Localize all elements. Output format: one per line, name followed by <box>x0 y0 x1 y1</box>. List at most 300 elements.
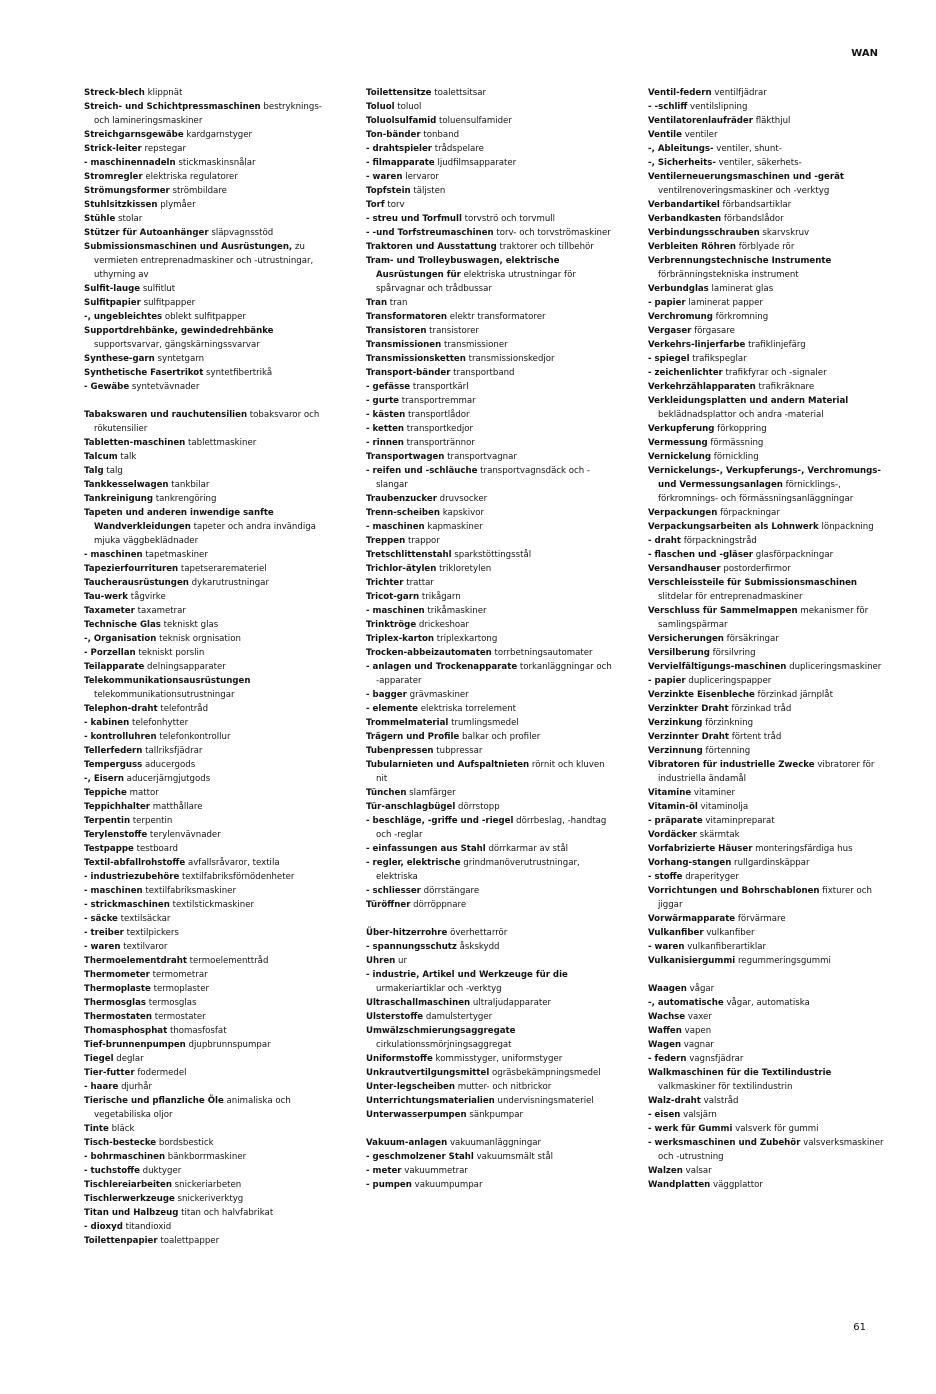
index-entry <box>366 128 614 142</box>
entry-swedish-translation: dörrstängare <box>420 886 480 896</box>
entry-german-term: Tischlereiarbeiten <box>84 1180 172 1190</box>
entry-german-term: - streu und Torfmull <box>366 214 462 224</box>
entry-german-term: Trägern und Profile <box>366 732 460 742</box>
entry-swedish-translation: skarvskruv <box>759 228 810 238</box>
entry-german-term: Vermessung <box>648 438 708 448</box>
entry-swedish-translation: monteringsfärdiga hus <box>752 844 853 854</box>
index-entry <box>366 898 614 912</box>
entry-german-term: Versandhauser <box>648 564 721 574</box>
entry-german-term: Ventil-federn <box>648 88 712 98</box>
entry-swedish-translation: fläkthjul <box>752 116 791 126</box>
entry-swedish-translation: mutter- och nitbrickor <box>454 1082 552 1092</box>
index-entry <box>84 464 324 478</box>
entry-german-term: - elemente <box>366 704 418 714</box>
index-entry <box>84 282 324 296</box>
entry-swedish-translation: torrbetningsautomater <box>491 648 593 658</box>
index-column-2 <box>366 86 614 1192</box>
index-entry <box>84 1010 324 1024</box>
entry-german-term: Tabakswaren und rauchutensilien <box>84 410 248 420</box>
entry-swedish-translation: förmässning <box>707 438 764 448</box>
entry-swedish-translation: rullgardinskäppar <box>731 858 810 868</box>
entry-swedish-translation: vågar, automatiska <box>723 998 810 1008</box>
entry-german-term: Tier-futter <box>84 1068 135 1078</box>
entry-german-term: Ventile <box>648 130 682 140</box>
index-entry <box>648 1108 888 1122</box>
entry-swedish-translation: sparkstöttingsstål <box>451 550 532 560</box>
entry-swedish-translation: textilstickmaskiner <box>169 900 255 910</box>
entry-swedish-translation: aducerjärngjutgods <box>123 774 211 784</box>
entry-swedish-translation: urmakeriartiklar och -verktyg <box>376 984 502 994</box>
index-entry <box>84 562 324 576</box>
entry-swedish-translation: teknisk orgnisation <box>156 634 241 644</box>
entry-swedish-translation: mattor <box>126 788 159 798</box>
entry-german-term: Textil-abfallrohstoffe <box>84 858 186 868</box>
entry-german-term: Synthetische Fasertrikot <box>84 368 204 378</box>
entry-swedish-translation: beklädnadsplattor och andra -material <box>658 410 824 420</box>
entry-swedish-translation: överhettarrör <box>447 928 508 938</box>
entry-swedish-translation: tankrengöring <box>153 494 217 504</box>
index-entry <box>84 576 324 590</box>
entry-swedish-translation: dörröppnare <box>410 900 467 910</box>
entry-german-term: Waffen <box>648 1026 682 1036</box>
entry-swedish-translation: vulkanfiberartiklar <box>684 942 767 952</box>
index-entry <box>648 422 888 436</box>
entry-swedish-translation: transportlådor <box>405 410 470 420</box>
entry-swedish-translation: tapeter och andra invändiga mjuka väggbeklädnader <box>94 522 316 546</box>
entry-swedish-translation: transportremmar <box>399 396 476 406</box>
entry-german-term: Vorwärmapparate <box>648 914 736 924</box>
entry-german-term: - papier <box>648 298 686 308</box>
index-entry <box>366 856 614 884</box>
section-gap <box>366 1122 614 1136</box>
index-entry <box>366 1150 614 1164</box>
entry-german-term: Walzen <box>648 1166 683 1176</box>
entry-swedish-translation: fodermedel <box>134 1068 187 1078</box>
entry-german-term: Thermometer <box>84 970 150 980</box>
entry-swedish-translation: ventilslipning <box>687 102 748 112</box>
entry-german-term: Verzinnter Draht <box>648 732 729 742</box>
entry-swedish-translation: skärmtak <box>696 830 740 840</box>
entry-german-term: Treppen <box>366 536 406 546</box>
entry-swedish-translation: vulkanfiber <box>703 928 755 938</box>
entry-german-term: - werksmaschinen und Zubehör <box>648 1138 801 1148</box>
index-entry <box>84 450 324 464</box>
index-entry <box>366 408 614 422</box>
entry-swedish-translation: oblekt sulfitpapper <box>162 312 246 322</box>
index-entry <box>648 884 888 912</box>
index-entry <box>84 1094 324 1122</box>
index-entry <box>84 1066 324 1080</box>
entry-swedish-translation: vibratorer för industriella ändamål <box>658 760 875 784</box>
entry-swedish-translation: släpvagnsstöd <box>208 228 274 238</box>
index-entry <box>366 562 614 576</box>
entry-swedish-translation: ventiler, shunt- <box>713 144 782 154</box>
entry-german-term: Topfstein <box>366 186 411 196</box>
index-entry <box>648 1066 888 1094</box>
entry-swedish-translation: trikloretylen <box>436 564 492 574</box>
entry-german-term: - kabinen <box>84 718 130 728</box>
entry-german-term: Trommelmaterial <box>366 718 449 728</box>
index-entry <box>648 450 888 464</box>
entry-swedish-translation: glasförpackningar <box>753 550 834 560</box>
index-entry <box>366 450 614 464</box>
index-entry <box>84 1206 324 1220</box>
entry-swedish-translation: transmissioner <box>441 340 508 350</box>
entry-german-term: Stuhlsitzkissen <box>84 200 158 210</box>
entry-german-term: - drahtspieler <box>366 144 433 154</box>
index-entry <box>648 1136 888 1164</box>
entry-swedish-translation: förkromning <box>712 312 769 322</box>
index-entry <box>648 352 888 366</box>
entry-swedish-translation: dörrstopp <box>455 802 500 812</box>
page-header: WAN <box>851 48 878 59</box>
entry-german-term: - treiber <box>84 928 124 938</box>
index-entry <box>648 632 888 646</box>
index-entry <box>366 660 614 688</box>
entry-swedish-translation: vapen <box>681 1026 712 1036</box>
entry-german-term: Versilberung <box>648 648 710 658</box>
index-entry <box>648 520 888 534</box>
entry-swedish-translation: slamfärger <box>406 788 456 798</box>
entry-swedish-translation: postorderfirmor <box>720 564 791 574</box>
entry-german-term: Unterrichtungsmaterialien <box>366 1096 495 1106</box>
entry-swedish-translation: transmissionskedjor <box>465 354 555 364</box>
entry-german-term: Tau-werk <box>84 592 128 602</box>
entry-german-term: Vernickelung <box>648 452 712 462</box>
entry-german-term: Tankreinigung <box>84 494 154 504</box>
index-entry <box>84 310 324 324</box>
entry-german-term: - strickmaschinen <box>84 900 170 910</box>
entry-german-term: - anlagen und Trockenapparate <box>366 662 518 672</box>
entry-german-term: - maschinennadeln <box>84 158 176 168</box>
entry-german-term: Technische Glas <box>84 620 161 630</box>
entry-swedish-translation: tankbilar <box>168 480 210 490</box>
entry-swedish-translation: transportband <box>450 368 515 378</box>
entry-swedish-translation: väggplattor <box>710 1180 763 1190</box>
entry-swedish-translation: bänkborrmaskiner <box>165 1152 247 1162</box>
index-entry <box>648 324 888 338</box>
entry-swedish-translation: trikåmaskiner <box>424 606 487 616</box>
entry-german-term: Tiegel <box>84 1054 114 1064</box>
entry-swedish-translation: triplexkartong <box>434 634 498 644</box>
entry-german-term: Thermoplaste <box>84 984 151 994</box>
index-entry <box>648 1024 888 1038</box>
index-entry <box>648 912 888 926</box>
entry-swedish-translation: taxametrar <box>134 606 186 616</box>
index-entry <box>366 632 614 646</box>
index-entry <box>366 184 614 198</box>
index-entry <box>84 226 324 240</box>
entry-swedish-translation: telefonkontrollur <box>156 732 231 742</box>
entry-swedish-translation: valkmaskiner för textilindustrin <box>658 1082 793 1092</box>
entry-swedish-translation: kapmaskiner <box>424 522 483 532</box>
entry-german-term: Synthese-garn <box>84 354 155 364</box>
entry-german-term: Verzinkte Eisenbleche <box>648 690 755 700</box>
entry-swedish-translation: tubpressar <box>433 746 483 756</box>
entry-swedish-translation: mekanismer för samlingspärmar <box>658 606 869 630</box>
index-entry <box>648 856 888 870</box>
index-entry <box>366 730 614 744</box>
index-entry <box>366 352 614 366</box>
entry-swedish-translation: trafikräknare <box>755 382 815 392</box>
index-entry <box>84 100 324 128</box>
entry-swedish-translation: förtent tråd <box>729 732 782 742</box>
entry-german-term: Vordäcker <box>648 830 697 840</box>
entry-german-term: - filmapparate <box>366 158 435 168</box>
entry-swedish-translation: sulfitlut <box>140 284 176 294</box>
index-entry <box>84 436 324 450</box>
index-entry <box>84 296 324 310</box>
index-entry <box>648 604 888 632</box>
entry-german-term: Vitamine <box>648 788 692 798</box>
index-entry <box>648 394 888 422</box>
entry-german-term: - rinnen <box>366 438 404 448</box>
index-entry <box>648 86 888 100</box>
entry-german-term: Thomasphosphat <box>84 1026 168 1036</box>
entry-german-term: Tran <box>366 298 388 308</box>
index-entry <box>84 618 324 632</box>
index-entry <box>84 604 324 618</box>
entry-german-term: Uhren <box>366 956 396 966</box>
index-entry <box>84 548 324 562</box>
entry-german-term: Verkehrzählapparaten <box>648 382 756 392</box>
index-entry <box>84 1150 324 1164</box>
entry-german-term: -, automatische <box>648 998 724 1008</box>
entry-swedish-translation: torkanläggningar och -apparater <box>376 662 612 686</box>
entry-swedish-translation: rörnit och kluven nit <box>376 760 605 784</box>
index-entry <box>366 492 614 506</box>
entry-swedish-translation: delningsapparater <box>144 662 226 672</box>
entry-german-term: - stoffe <box>648 872 683 882</box>
entry-german-term: Toilettensitze <box>366 88 432 98</box>
entry-german-term: Talg <box>84 466 104 476</box>
index-entry <box>648 1164 888 1178</box>
index-entry <box>366 716 614 730</box>
index-column-1 <box>84 86 324 1248</box>
entry-german-term: - industriezubehöre <box>84 872 180 882</box>
entry-swedish-translation: kommisstyger, uniformstyger <box>432 1054 563 1064</box>
entry-swedish-translation: termometrar <box>149 970 208 980</box>
index-entry <box>366 534 614 548</box>
entry-german-term: Tricot-garn <box>366 592 420 602</box>
entry-german-term: Streck-blech <box>84 88 145 98</box>
entry-german-term: - beschläge, -griffe und -riegel <box>366 816 514 826</box>
entry-swedish-translation: toluensulfamider <box>436 116 512 126</box>
entry-german-term: Ton-bänder <box>366 130 421 140</box>
section-gap <box>648 968 888 982</box>
entry-swedish-translation: tapetmaskiner <box>142 550 208 560</box>
entry-german-term: Taxameter <box>84 606 135 616</box>
index-entry <box>648 744 888 758</box>
entry-german-term: Verschleissteile für Submissionsmaschinen <box>648 578 858 588</box>
entry-swedish-translation: grindmanöverutrustningar, elektriska <box>376 858 580 882</box>
entry-german-term: - einfassungen aus Stahl <box>366 844 486 854</box>
entry-swedish-translation: syntetfibertrikå <box>203 368 273 378</box>
index-entry <box>84 184 324 198</box>
index-entry <box>84 86 324 100</box>
index-entry <box>366 506 614 520</box>
index-entry <box>366 520 614 534</box>
index-entry <box>84 912 324 926</box>
page-number: 61 <box>853 1322 866 1333</box>
index-entry <box>84 366 324 380</box>
index-entry <box>84 954 324 968</box>
entry-german-term: - bohrmaschinen <box>84 1152 166 1162</box>
entry-swedish-translation: laminerat glas <box>708 284 774 294</box>
index-entry <box>648 436 888 450</box>
entry-german-term: Strömungsformer <box>84 186 170 196</box>
entry-swedish-translation: tekniskt glas <box>160 620 219 630</box>
entry-german-term: Trinktröge <box>366 620 417 630</box>
entry-swedish-translation: kardgarnstyger <box>183 130 253 140</box>
entry-german-term: Telekommunikationsausrüstungen <box>84 676 251 686</box>
entry-swedish-translation: stolar <box>115 214 143 224</box>
index-entry <box>84 926 324 940</box>
index-entry <box>366 1108 614 1122</box>
entry-swedish-translation: supportsvarvar, gängskärningssvarvar <box>94 340 260 350</box>
entry-german-term: Ultraschallmaschinen <box>366 998 471 1008</box>
entry-swedish-translation: toluol <box>394 102 422 112</box>
index-entry <box>648 212 888 226</box>
entry-german-term: - -und Torfstreumaschinen <box>366 228 494 238</box>
entry-german-term: Torf <box>366 200 385 210</box>
entry-swedish-translation: snickeriarbeten <box>171 1180 242 1190</box>
entry-swedish-translation: elektriska regulatorer <box>142 172 238 182</box>
entry-swedish-translation: laminerat papper <box>685 298 763 308</box>
entry-german-term: - eisen <box>648 1110 681 1120</box>
index-entry <box>648 240 888 254</box>
entry-swedish-translation: förzinkning <box>702 718 754 728</box>
entry-german-term: Uniformstoffe <box>366 1054 433 1064</box>
entry-swedish-translation: stickmaskinsnålar <box>175 158 256 168</box>
index-entry <box>366 786 614 800</box>
entry-german-term: Terpentin <box>84 816 131 826</box>
entry-german-term: - industrie, Artikel und Werkzeuge für die <box>366 970 568 980</box>
entry-swedish-translation: ogräsbekämpningsmedel <box>489 1068 601 1078</box>
entry-swedish-translation: lönpackning <box>818 522 874 532</box>
index-entry <box>366 576 614 590</box>
entry-swedish-translation: toalettpapper <box>157 1236 220 1246</box>
entry-german-term: - spannungsschutz <box>366 942 457 952</box>
index-entry <box>366 198 614 212</box>
entry-swedish-translation: förpackningstråd <box>680 536 757 546</box>
entry-german-term: Wachse <box>648 1012 686 1022</box>
index-entry <box>366 758 614 786</box>
entry-swedish-translation: repstegar <box>141 144 186 154</box>
entry-german-term: Vorfabrizierte Häuser <box>648 844 753 854</box>
entry-swedish-translation: dykarutrustningar <box>188 578 269 588</box>
entry-swedish-translation: tobaksvaror och rökutensilier <box>94 410 320 434</box>
entry-german-term: Temperguss <box>84 760 143 770</box>
entry-swedish-translation: förvärmare <box>735 914 786 924</box>
entry-swedish-translation: sänkpumpar <box>466 1110 524 1120</box>
index-entry <box>84 380 324 394</box>
entry-german-term: Stützer für Autoanhänger <box>84 228 209 238</box>
index-entry <box>84 212 324 226</box>
entry-german-term: Verkleidungsplatten und andern Material <box>648 396 849 406</box>
entry-german-term: Vitamin-öl <box>648 802 698 812</box>
entry-german-term: - waren <box>84 942 121 952</box>
entry-swedish-translation: torv- och torvströmaskiner <box>493 228 611 238</box>
entry-german-term: Supportdrehbänke, gewindedrehbänke <box>84 326 274 336</box>
entry-swedish-translation: termostater <box>151 1012 206 1022</box>
entry-swedish-translation: syntetgarn <box>154 354 205 364</box>
index-entry <box>648 996 888 1010</box>
index-entry <box>366 1080 614 1094</box>
entry-german-term: Verbandartikel <box>648 200 720 210</box>
index-entry <box>366 954 614 968</box>
entry-german-term: Stromregler <box>84 172 143 182</box>
entry-swedish-translation: titandioxid <box>122 1222 172 1232</box>
entry-swedish-translation: förbandsartiklar <box>719 200 792 210</box>
entry-swedish-translation: titan och halvfabrikat <box>178 1208 274 1218</box>
index-entry <box>648 716 888 730</box>
entry-swedish-translation: transportvagnsdäck och -slangar <box>376 466 591 490</box>
entry-swedish-translation: transistorer <box>426 326 479 336</box>
index-entry <box>648 534 888 548</box>
entry-swedish-translation: snickeriverktyg <box>174 1194 244 1204</box>
entry-swedish-translation: duktyger <box>139 1166 182 1176</box>
index-entry <box>648 198 888 212</box>
index-entry <box>84 968 324 982</box>
entry-swedish-translation: dupliceringsmaskiner <box>786 662 882 672</box>
index-entry <box>366 702 614 716</box>
index-entry <box>366 310 614 324</box>
entry-swedish-translation: strömbildare <box>169 186 227 196</box>
entry-swedish-translation: aducergods <box>142 760 196 770</box>
entry-german-term: Vulkanisiergummi <box>648 956 736 966</box>
entry-german-term: Tram- und Trolleybuswagen, elektrische Ausrüstungen für <box>366 256 560 280</box>
entry-german-term: -, Eisern <box>84 774 124 784</box>
index-entry <box>648 506 888 520</box>
entry-german-term: - meter <box>366 1166 402 1176</box>
entry-german-term: - waren <box>648 942 685 952</box>
index-entry <box>648 142 888 156</box>
entry-german-term: Tellerfedern <box>84 746 143 756</box>
entry-swedish-translation: åskskydd <box>456 942 500 952</box>
section-gap <box>84 394 324 408</box>
entry-german-term: Teppichhalter <box>84 802 151 812</box>
index-entry <box>366 86 614 100</box>
index-entry <box>648 786 888 800</box>
entry-german-term: Wandplatten <box>648 1180 711 1190</box>
entry-german-term: Verbrennungstechnische Instrumente <box>648 256 832 266</box>
entry-swedish-translation: trappor <box>405 536 440 546</box>
entry-swedish-translation: tallriksfjädrar <box>142 746 203 756</box>
index-entry <box>84 478 324 492</box>
index-entry <box>366 1024 614 1052</box>
entry-german-term: Transmissionen <box>366 340 442 350</box>
index-entry <box>366 744 614 758</box>
entry-swedish-translation: terpentin <box>130 816 173 826</box>
entry-german-term: - maschinen <box>366 522 425 532</box>
index-entry <box>84 324 324 352</box>
index-entry <box>366 380 614 394</box>
entry-german-term: Teilapparate <box>84 662 145 672</box>
entry-swedish-translation: sulfitpapper <box>140 298 196 308</box>
entry-german-term: Trocken-abbeizautomaten <box>366 648 492 658</box>
entry-swedish-translation: termoelementtråd <box>186 956 269 966</box>
entry-german-term: - federn <box>648 1054 687 1064</box>
entry-german-term: -, Sicherheits- <box>648 158 716 168</box>
entry-swedish-translation: dörrkarmar av stål <box>485 844 569 854</box>
entry-swedish-translation: vakuumanläggningar <box>447 1138 542 1148</box>
index-entry <box>84 408 324 436</box>
entry-german-term: Terylenstoffe <box>84 830 148 840</box>
entry-swedish-translation: torvströ och torvmull <box>461 214 556 224</box>
entry-swedish-translation: elektriska torrelement <box>418 704 517 714</box>
entry-german-term: Sulfit-lauge <box>84 284 141 294</box>
